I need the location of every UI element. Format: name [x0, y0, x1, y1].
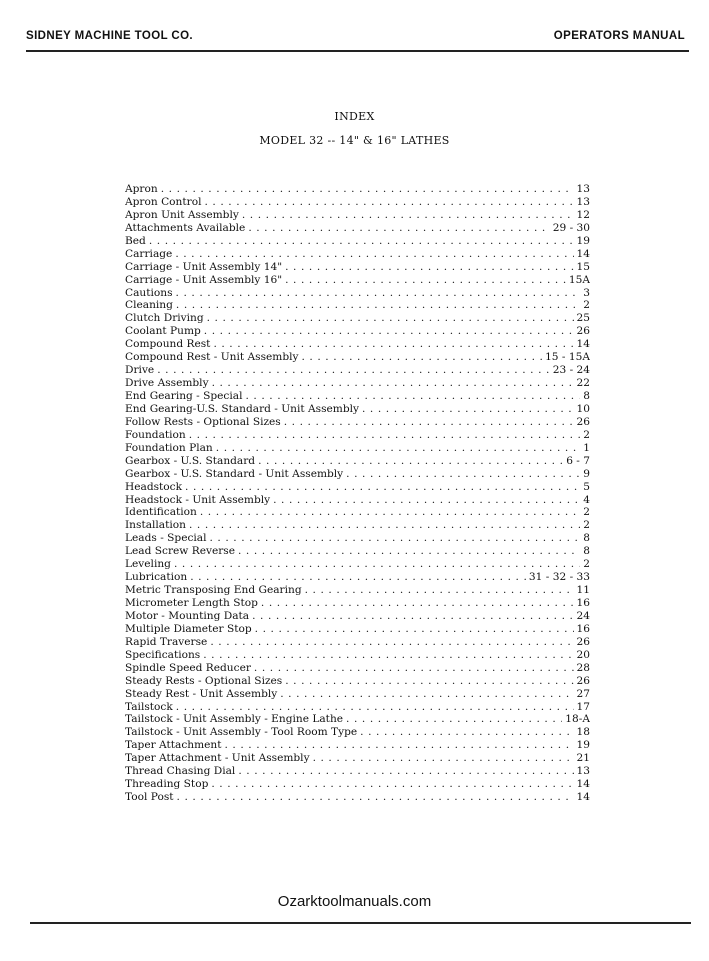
index-entry — [125, 338, 590, 351]
index-entry — [125, 222, 590, 235]
dot-leader — [273, 494, 580, 507]
index-entry — [125, 287, 590, 300]
index-entry — [125, 261, 590, 274]
dot-leader — [360, 726, 573, 739]
index-entry — [125, 325, 590, 338]
index-entry-page: 13 — [574, 765, 590, 778]
dot-leader — [362, 403, 574, 416]
dot-leader — [210, 532, 581, 545]
index-entry — [125, 649, 590, 662]
index-entry-page: 19 — [574, 235, 590, 248]
index-entry — [125, 481, 590, 494]
dot-leader — [248, 222, 549, 235]
index-entry-page: 16 — [574, 597, 590, 610]
dot-leader — [284, 416, 574, 429]
index-entry-page: 2 — [580, 519, 590, 532]
dot-leader — [212, 377, 574, 390]
index-entry — [125, 545, 590, 558]
dot-leader — [207, 312, 574, 325]
index-entry-page: 14 — [574, 248, 590, 261]
index-entry-page: 23 - 24 — [550, 364, 590, 377]
dot-leader — [285, 261, 573, 274]
index-entry-label: Steady Rest - Unit Assembly — [125, 688, 280, 701]
index-entry — [125, 532, 590, 545]
index-entry-page: 6 - 7 — [563, 455, 590, 468]
index-entry-page: 8 — [580, 545, 590, 558]
index-entry — [125, 403, 590, 416]
index-entry — [125, 701, 590, 714]
company-name: SIDNEY MACHINE TOOL CO. — [26, 30, 194, 42]
index-entry-page: 2 — [580, 558, 590, 571]
index-entry-page: 22 — [574, 377, 590, 390]
index-entry-page: 29 - 30 — [550, 222, 590, 235]
index-entry-label: Drive — [125, 364, 157, 377]
index-entry-page: 1 — [580, 442, 590, 455]
index-entry — [125, 274, 590, 287]
index-entry — [125, 183, 590, 196]
index-entry-page: 27 — [574, 688, 590, 701]
index-entry — [125, 597, 590, 610]
index-entry — [125, 675, 590, 688]
index-entry — [125, 571, 590, 584]
index-entry-page: 14 — [574, 778, 590, 791]
index-entry-page: 17 — [574, 701, 590, 714]
dot-leader — [213, 338, 573, 351]
manual-title: OPERATORS MANUAL — [553, 30, 685, 42]
index-entry-label: Lead Screw Reverse — [125, 545, 238, 558]
index-entry — [125, 416, 590, 429]
dot-leader — [245, 390, 580, 403]
dot-leader — [216, 442, 580, 455]
dot-leader — [176, 299, 580, 312]
index-entry-label: Leveling — [125, 558, 174, 571]
index-entry-page: 5 — [580, 481, 590, 494]
page-title: INDEX — [334, 110, 375, 123]
index-entry-page: 8 — [580, 390, 590, 403]
dot-leader — [176, 701, 574, 714]
index-entry-label: Carriage — [125, 248, 175, 261]
index-entry-label: Carriage - Unit Assembly 14" — [125, 261, 285, 274]
dot-leader — [346, 468, 580, 481]
index-entry-page: 3 — [580, 287, 590, 300]
index-entry-page: 15 - 15A — [542, 351, 590, 364]
dot-leader — [174, 558, 580, 571]
dot-leader — [302, 351, 543, 364]
index-entry-page: 26 — [574, 636, 590, 649]
index-entry-label: Attachments Available — [125, 222, 248, 235]
index-entry — [125, 390, 590, 403]
dot-leader — [254, 662, 574, 675]
dot-leader — [149, 235, 574, 248]
index-entry — [125, 455, 590, 468]
dot-leader — [285, 274, 566, 287]
index-entry-page: 26 — [574, 416, 590, 429]
index-entry — [125, 791, 590, 804]
index-entry — [125, 636, 590, 649]
index-entry-label: Apron — [125, 183, 161, 196]
index-entry — [125, 429, 590, 442]
index-entry-page: 9 — [580, 468, 590, 481]
index-entry — [125, 377, 590, 390]
index-entry-label: Micrometer Length Stop — [125, 597, 261, 610]
index-entry-label: Cleaning — [125, 299, 176, 312]
index-entry-page: 26 — [574, 325, 590, 338]
index-entry — [125, 623, 590, 636]
index-entry — [125, 765, 590, 778]
dot-leader — [185, 481, 580, 494]
index-entry-label: Compound Rest - Unit Assembly — [125, 351, 302, 364]
index-entry-label: Taper Attachment - Unit Assembly — [125, 752, 313, 765]
index-entry-label: Motor - Mounting Data — [125, 610, 252, 623]
dot-leader — [200, 506, 580, 519]
dot-leader — [176, 287, 581, 300]
index-entry-label: Tailstock - Unit Assembly - Tool Room Type — [125, 726, 360, 739]
dot-leader — [177, 791, 574, 804]
index-entry-page: 16 — [574, 623, 590, 636]
index-entry-label: Tool Post — [125, 791, 177, 804]
dot-leader — [161, 183, 574, 196]
index-entry-label: Steady Rests - Optional Sizes — [125, 675, 285, 688]
index-entry-page: 8 — [580, 532, 590, 545]
index-entry-page: 2 — [580, 506, 590, 519]
dot-leader — [210, 636, 573, 649]
dot-leader — [189, 429, 581, 442]
index-entry-label: Metric Transposing End Gearing — [125, 584, 305, 597]
index-entry-page: 13 — [574, 183, 590, 196]
index-entry-page: 14 — [574, 791, 590, 804]
index-entry-label: Spindle Speed Reducer — [125, 662, 254, 675]
index-entry — [125, 299, 590, 312]
dot-leader — [225, 739, 574, 752]
dot-leader — [175, 248, 573, 261]
dot-leader — [211, 778, 573, 791]
index-entry-page: 28 — [574, 662, 590, 675]
index-entry-label: Tailstock — [125, 701, 176, 714]
index-entry — [125, 726, 590, 739]
index-entry — [125, 662, 590, 675]
index-entry — [125, 610, 590, 623]
index-entry-label: Carriage - Unit Assembly 16" — [125, 274, 285, 287]
index-entry-label: Bed — [125, 235, 149, 248]
index-entry-label: Lubrication — [125, 571, 190, 584]
index-entry-label: Identification — [125, 506, 200, 519]
source-watermark: Ozarktoolmanuals.com — [277, 893, 432, 910]
index-entry-page: 20 — [574, 649, 590, 662]
index-entry-label: Drive Assembly — [125, 377, 212, 390]
index-entry — [125, 752, 590, 765]
dot-leader — [258, 455, 563, 468]
index-entry-page: 11 — [574, 584, 590, 597]
index-entry-page: 12 — [574, 209, 590, 222]
index-entry-page: 14 — [574, 338, 590, 351]
index-entry-page: 4 — [580, 494, 590, 507]
index-entry-label: Rapid Traverse — [125, 636, 210, 649]
index-list — [125, 183, 590, 804]
dot-leader — [238, 765, 573, 778]
dot-leader — [189, 519, 580, 532]
index-entry-label: Coolant Pump — [125, 325, 204, 338]
dot-leader — [252, 610, 573, 623]
dot-leader — [242, 209, 574, 222]
index-entry — [125, 519, 590, 532]
index-entry — [125, 494, 590, 507]
index-entry-label: Specifications — [125, 649, 203, 662]
index-entry — [125, 778, 590, 791]
dot-leader — [157, 364, 550, 377]
dot-leader — [313, 752, 574, 765]
index-entry-page: 2 — [580, 429, 590, 442]
index-entry-label: Multiple Diameter Stop — [125, 623, 255, 636]
index-entry-page: 13 — [574, 196, 590, 209]
index-entry-page: 18 — [574, 726, 590, 739]
index-entry — [125, 558, 590, 571]
footer-divider — [30, 922, 691, 924]
index-entry — [125, 688, 590, 701]
index-entry-label: Apron Unit Assembly — [125, 209, 242, 222]
index-entry-label: Compound Rest — [125, 338, 213, 351]
index-entry-label: Headstock - Unit Assembly — [125, 494, 273, 507]
index-entry — [125, 196, 590, 209]
header-divider — [26, 50, 689, 52]
index-entry-label: Threading Stop — [125, 778, 211, 791]
index-entry-label: End Gearing - Special — [125, 390, 245, 403]
index-entry — [125, 584, 590, 597]
index-entry-label: Headstock — [125, 481, 185, 494]
index-entry — [125, 506, 590, 519]
dot-leader — [255, 623, 574, 636]
dot-leader — [204, 325, 574, 338]
index-entry-label: Foundation Plan — [125, 442, 216, 455]
index-entry-page: 10 — [574, 403, 590, 416]
index-entry — [125, 312, 590, 325]
index-entry — [125, 209, 590, 222]
dot-leader — [190, 571, 526, 584]
index-entry-label: End Gearing-U.S. Standard - Unit Assembly — [125, 403, 362, 416]
index-entry-label: Gearbox - U.S. Standard — [125, 455, 258, 468]
index-entry-label: Apron Control — [125, 196, 204, 209]
index-entry-label: Taper Attachment — [125, 739, 225, 752]
page-subtitle: MODEL 32 -- 14" & 16" LATHES — [259, 134, 450, 147]
index-entry-page: 15 — [574, 261, 590, 274]
index-entry-label: Clutch Driving — [125, 312, 207, 325]
dot-leader — [280, 688, 573, 701]
index-entry — [125, 739, 590, 752]
dot-leader — [261, 597, 574, 610]
index-entry-page: 15A — [566, 274, 590, 287]
index-entry-label: Gearbox - U.S. Standard - Unit Assembly — [125, 468, 346, 481]
dot-leader — [238, 545, 580, 558]
index-entry — [125, 364, 590, 377]
dot-leader — [305, 584, 574, 597]
index-entry-page: 26 — [574, 675, 590, 688]
index-entry-page: 21 — [574, 752, 590, 765]
dot-leader — [285, 675, 573, 688]
dot-leader — [204, 196, 573, 209]
index-entry-label: Tailstock - Unit Assembly - Engine Lathe — [125, 713, 346, 726]
index-entry — [125, 235, 590, 248]
index-entry-page: 19 — [574, 739, 590, 752]
dot-leader — [203, 649, 573, 662]
index-entry-label: Foundation — [125, 429, 189, 442]
index-entry-label: Cautions — [125, 287, 176, 300]
index-entry — [125, 442, 590, 455]
index-entry — [125, 248, 590, 261]
index-entry — [125, 713, 590, 726]
index-entry-page: 25 — [574, 312, 590, 325]
index-entry — [125, 468, 590, 481]
index-entry-label: Installation — [125, 519, 189, 532]
index-entry-page: 24 — [574, 610, 590, 623]
index-entry-page: 2 — [580, 299, 590, 312]
index-entry-label: Leads - Special — [125, 532, 210, 545]
index-entry-page: 31 - 32 - 33 — [526, 571, 590, 584]
index-entry-page: 18-A — [562, 713, 590, 726]
index-entry — [125, 351, 590, 364]
index-entry-label: Thread Chasing Dial — [125, 765, 238, 778]
index-entry-label: Follow Rests - Optional Sizes — [125, 416, 284, 429]
dot-leader — [346, 713, 562, 726]
